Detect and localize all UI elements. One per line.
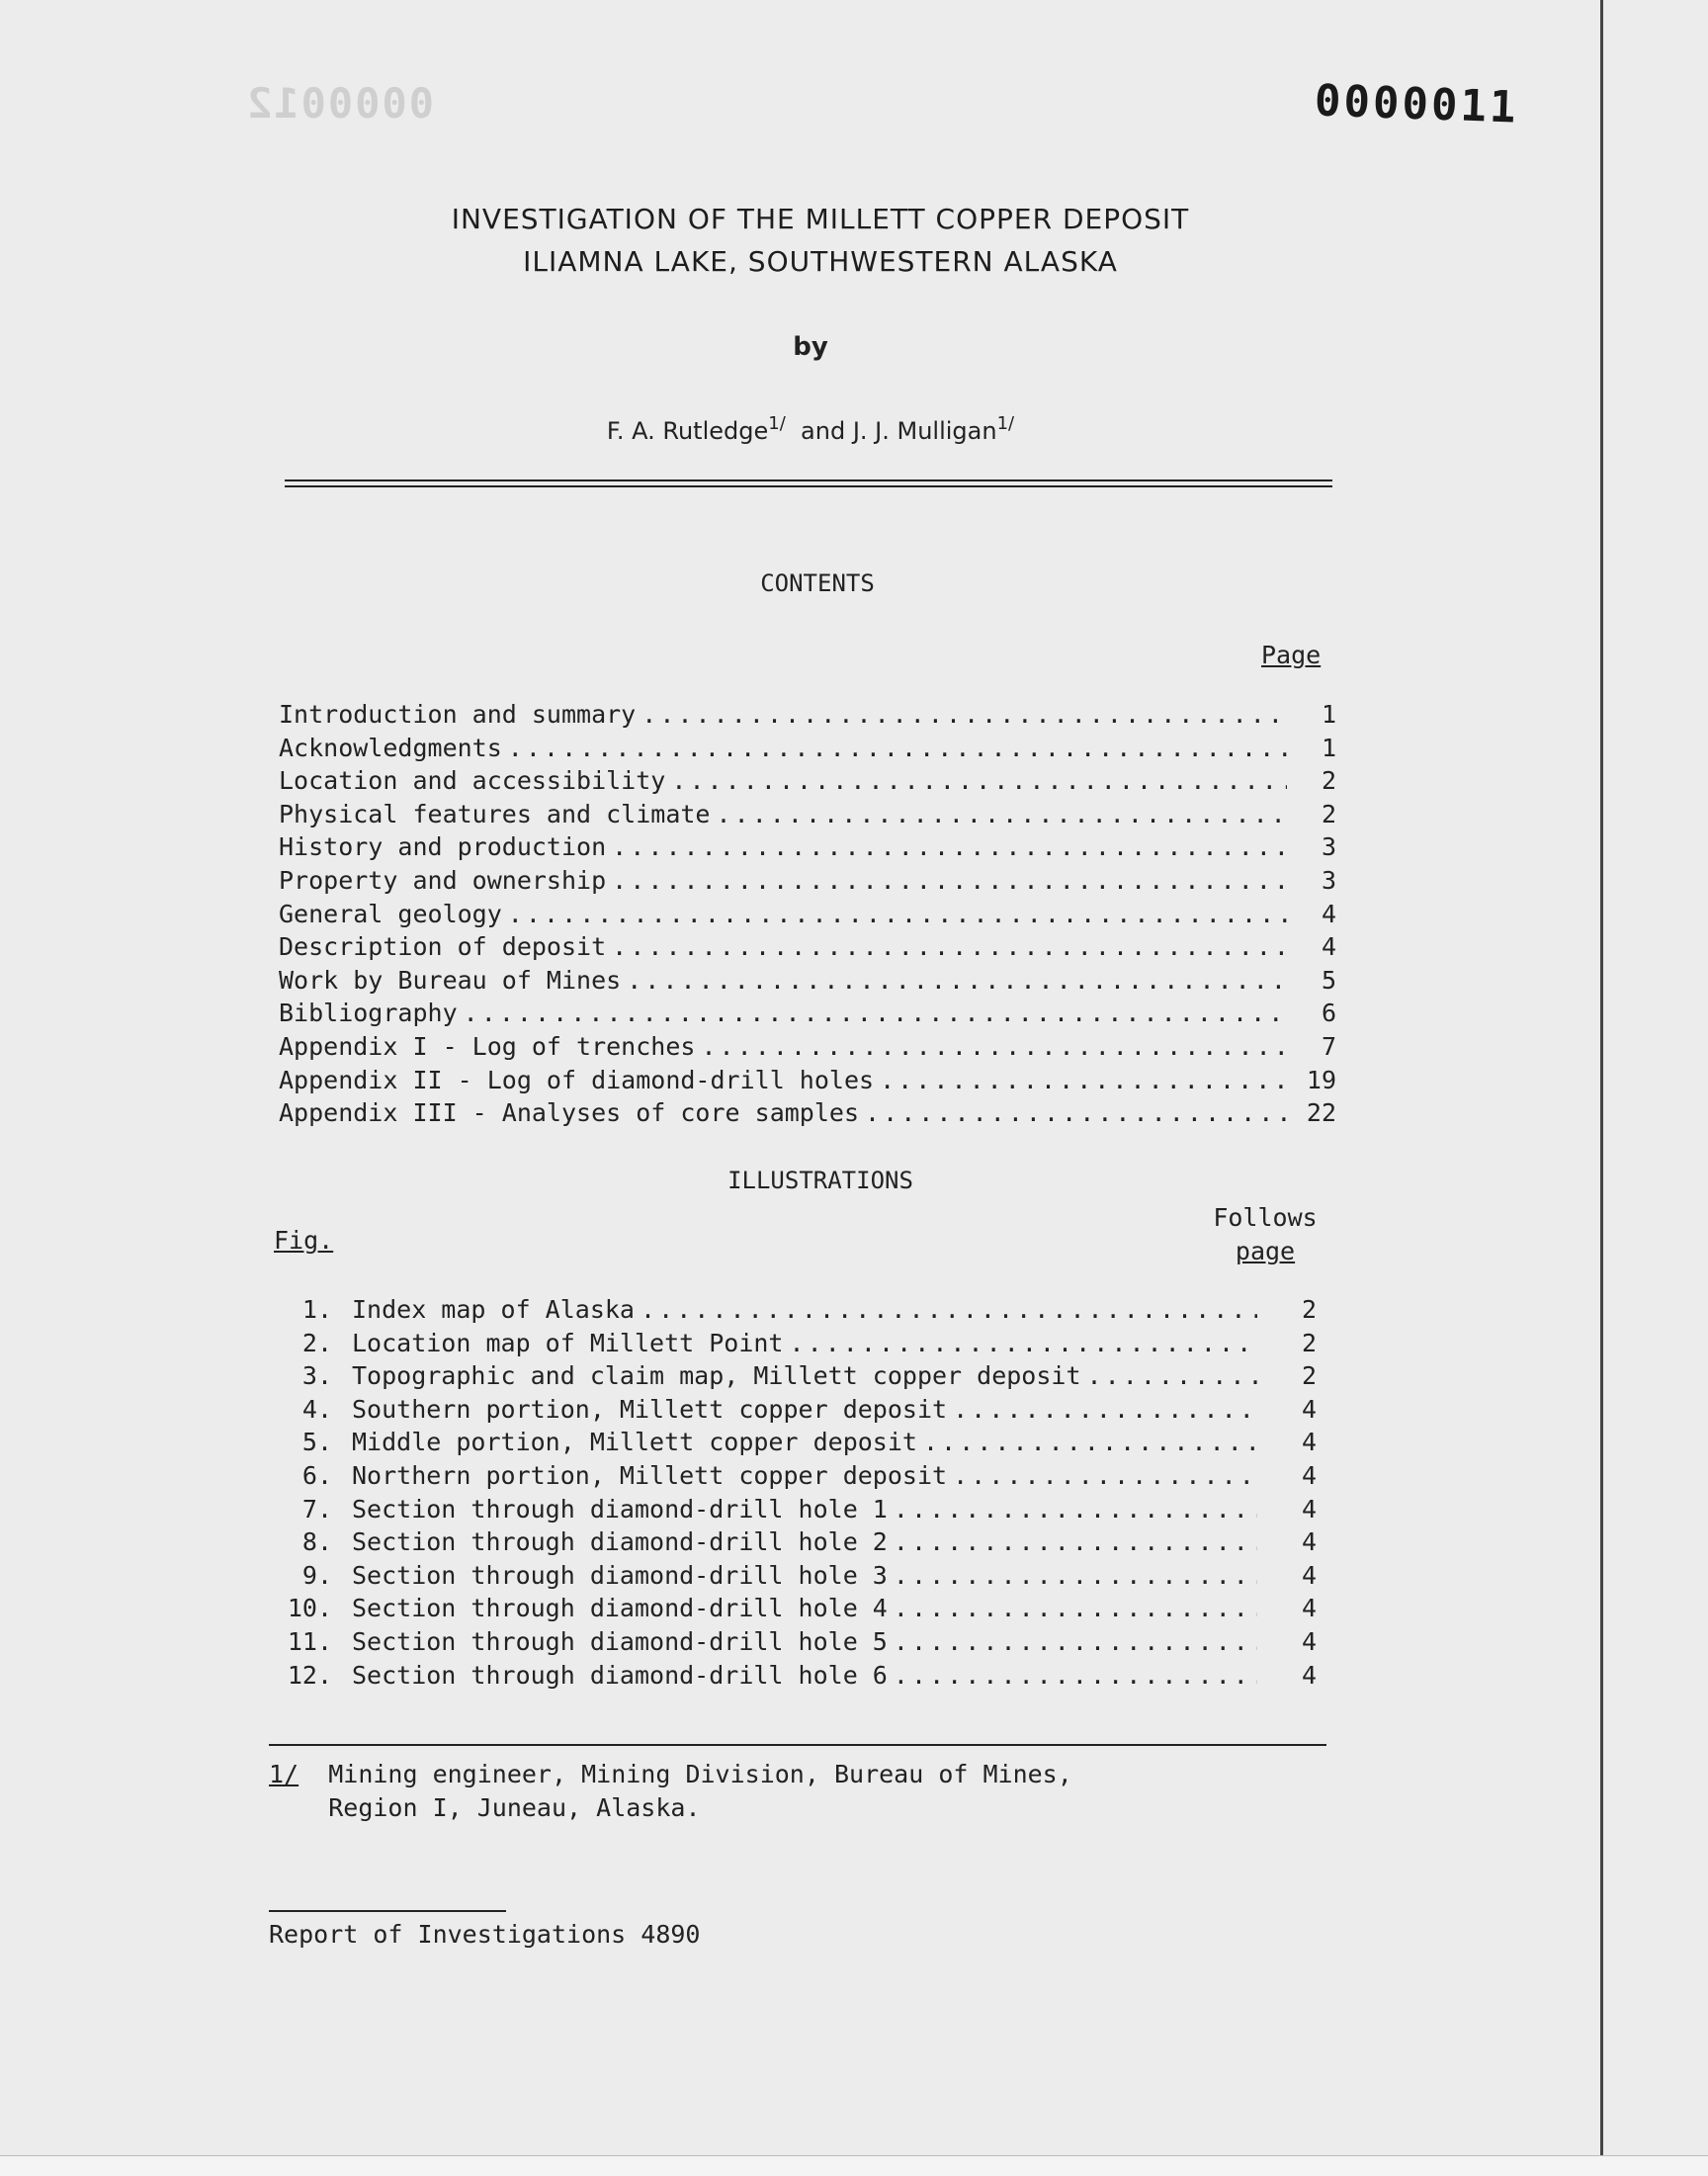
title-line-2: ILIAMNA LAKE, SOUTHWESTERN ALASKA bbox=[523, 245, 1118, 278]
contents-item-label: Work by Bureau of Mines bbox=[279, 965, 622, 995]
contents-heading: CONTENTS bbox=[760, 569, 875, 597]
contents-item-label: Description of deposit bbox=[279, 932, 607, 962]
contents-item bbox=[279, 1066, 1336, 1099]
illustration-item bbox=[279, 1627, 1317, 1661]
contents-item bbox=[279, 700, 1336, 734]
illustration-label: Section through diamond-drill hole 1 bbox=[352, 1494, 888, 1523]
contents-item-page: 5 bbox=[1321, 965, 1336, 995]
report-rule bbox=[269, 1910, 506, 1912]
contents-item bbox=[279, 800, 1336, 833]
footnote bbox=[269, 1758, 1072, 1825]
leader-dots bbox=[947, 1395, 1257, 1429]
footnote-mark: 1/ bbox=[269, 1760, 299, 1788]
illustration-page: 4 bbox=[1301, 1394, 1317, 1424]
contents-item-label: Appendix II - Log of diamond-drill holes bbox=[279, 1065, 875, 1094]
author-2: and J. J. Mulligan bbox=[801, 417, 997, 445]
contents-item-page: 22 bbox=[1306, 1098, 1336, 1128]
illustration-number: 3. bbox=[301, 1361, 332, 1391]
illustration-item bbox=[279, 1527, 1317, 1561]
illustration-number: 10. bbox=[287, 1594, 332, 1623]
illustration-item bbox=[279, 1295, 1317, 1329]
illustrations-heading: ILLUSTRATIONS bbox=[727, 1167, 913, 1194]
leader-dots bbox=[665, 766, 1287, 800]
illustration-label: Northern portion, Millett copper deposit bbox=[352, 1461, 948, 1490]
illustration-number: 4. bbox=[301, 1394, 332, 1424]
title-line-1: INVESTIGATION OF THE MILLETT COPPER DEPOSIT bbox=[451, 203, 1190, 235]
illustration-item bbox=[279, 1661, 1317, 1695]
illustration-item bbox=[279, 1329, 1317, 1362]
illustration-number: 7. bbox=[301, 1494, 332, 1523]
leader-dots bbox=[888, 1627, 1257, 1661]
illustration-number: 2. bbox=[301, 1328, 332, 1357]
illustration-item bbox=[279, 1461, 1317, 1495]
leader-dots bbox=[888, 1527, 1257, 1561]
illustration-label: Section through diamond-drill hole 5 bbox=[352, 1627, 888, 1656]
illustration-page: 2 bbox=[1301, 1328, 1317, 1357]
leader-dots bbox=[621, 966, 1287, 1000]
illustration-number: 12. bbox=[287, 1660, 332, 1690]
contents-item-page: 2 bbox=[1321, 799, 1336, 828]
contents-item-page: 6 bbox=[1321, 999, 1336, 1028]
contents-item-label: General geology bbox=[279, 899, 502, 928]
illustration-page: 2 bbox=[1301, 1295, 1317, 1324]
illustration-label: Topographic and claim map, Millett copper deposit bbox=[352, 1361, 1081, 1391]
contents-item-label: Location and accessibility bbox=[279, 766, 666, 796]
illustration-page: 4 bbox=[1301, 1461, 1317, 1490]
leader-dots bbox=[606, 866, 1287, 900]
leader-dots bbox=[784, 1329, 1258, 1362]
illustration-page: 4 bbox=[1301, 1627, 1317, 1656]
illustration-label: Section through diamond-drill hole 2 bbox=[352, 1527, 888, 1557]
contents-item bbox=[279, 999, 1336, 1032]
leader-dots bbox=[947, 1461, 1257, 1495]
illustration-label: Section through diamond-drill hole 3 bbox=[352, 1560, 888, 1590]
leader-dots bbox=[606, 832, 1287, 866]
contents-item-page: 19 bbox=[1306, 1065, 1336, 1094]
leader-dots bbox=[888, 1561, 1257, 1595]
follows-label: Follows bbox=[1213, 1203, 1318, 1232]
contents-item bbox=[279, 1032, 1336, 1066]
contents-item bbox=[279, 734, 1336, 767]
contents-item-label: Introduction and summary bbox=[279, 700, 637, 729]
leader-dots bbox=[635, 1295, 1257, 1329]
leader-dots bbox=[1081, 1361, 1257, 1395]
authors bbox=[0, 413, 1621, 445]
author-1-footnote-mark: 1/ bbox=[768, 413, 786, 434]
illustration-item bbox=[279, 1361, 1317, 1395]
leader-dots bbox=[458, 999, 1287, 1032]
illustration-item bbox=[279, 1495, 1317, 1528]
page-bottom-edge bbox=[0, 2155, 1708, 2176]
illustration-page: 4 bbox=[1301, 1428, 1317, 1457]
illustration-number: 8. bbox=[301, 1527, 332, 1557]
contents-item-page: 3 bbox=[1321, 866, 1336, 895]
illustration-number: 1. bbox=[301, 1295, 332, 1324]
illustration-item bbox=[279, 1594, 1317, 1627]
by-line: by bbox=[793, 332, 828, 362]
illustration-page: 4 bbox=[1301, 1594, 1317, 1623]
illustration-page: 2 bbox=[1301, 1361, 1317, 1391]
illustration-label: Southern portion, Millett copper deposit bbox=[352, 1394, 948, 1424]
contents-item-page: 1 bbox=[1321, 700, 1336, 729]
leader-dots bbox=[859, 1098, 1287, 1132]
contents-item bbox=[279, 932, 1336, 966]
contents-item-label: History and production bbox=[279, 832, 607, 862]
illustration-label: Section through diamond-drill hole 4 bbox=[352, 1594, 888, 1623]
contents-item bbox=[279, 966, 1336, 1000]
illustration-page: 4 bbox=[1301, 1660, 1317, 1690]
illustration-page: 4 bbox=[1301, 1494, 1317, 1523]
contents-item-page: 3 bbox=[1321, 832, 1336, 862]
contents-item-label: Property and ownership bbox=[279, 866, 607, 895]
footnote-rule bbox=[269, 1744, 1326, 1746]
contents-item-page: 1 bbox=[1321, 733, 1336, 762]
illustration-number: 5. bbox=[301, 1428, 332, 1457]
follows-page-header bbox=[1186, 1201, 1344, 1268]
illustration-number: 9. bbox=[301, 1560, 332, 1590]
illustration-item bbox=[279, 1395, 1317, 1429]
footnote-line-2: Region I, Juneau, Alaska. bbox=[328, 1793, 701, 1822]
contents-item bbox=[279, 832, 1336, 866]
leader-dots bbox=[502, 734, 1287, 767]
contents-item-label: Physical features and climate bbox=[279, 799, 711, 828]
leader-dots bbox=[606, 932, 1287, 966]
illustration-item bbox=[279, 1561, 1317, 1595]
contents-item-page: 4 bbox=[1321, 932, 1336, 962]
illustration-label: Section through diamond-drill hole 6 bbox=[352, 1660, 888, 1690]
illustration-item bbox=[279, 1428, 1317, 1461]
contents-item-label: Appendix III - Analyses of core samples bbox=[279, 1098, 859, 1128]
leader-dots bbox=[917, 1428, 1257, 1461]
leader-dots bbox=[888, 1661, 1257, 1695]
follows-page-label: page bbox=[1235, 1237, 1296, 1265]
footnote-line-1: Mining engineer, Mining Division, Bureau of Mines, bbox=[328, 1760, 1072, 1788]
contents-item-label: Appendix I - Log of trenches bbox=[279, 1032, 696, 1061]
contents-item-label: Bibliography bbox=[279, 999, 458, 1028]
contents-item-page: 7 bbox=[1321, 1032, 1336, 1061]
contents-item bbox=[279, 900, 1336, 933]
leader-dots bbox=[502, 900, 1287, 933]
leader-dots bbox=[888, 1594, 1257, 1627]
leader-dots bbox=[874, 1066, 1287, 1099]
page-column-header: Page bbox=[1261, 641, 1322, 669]
fig-column-header: Fig. bbox=[274, 1226, 334, 1255]
contents-item-label: Acknowledgments bbox=[279, 733, 502, 762]
leader-dots bbox=[636, 700, 1287, 734]
illustration-number: 11. bbox=[287, 1627, 332, 1656]
contents-item-page: 2 bbox=[1321, 766, 1336, 796]
author-1: F. A. Rutledge bbox=[606, 417, 769, 445]
leader-dots bbox=[888, 1495, 1257, 1528]
illustration-label: Index map of Alaska bbox=[352, 1295, 635, 1324]
leader-dots bbox=[695, 1032, 1287, 1066]
illustration-label: Location map of Millett Point bbox=[352, 1328, 784, 1357]
contents-item-page: 4 bbox=[1321, 899, 1336, 928]
contents-item bbox=[279, 766, 1336, 800]
illustration-number: 6. bbox=[301, 1461, 332, 1490]
contents-item bbox=[279, 1098, 1336, 1132]
author-2-footnote-mark: 1/ bbox=[996, 413, 1015, 434]
illustration-page: 4 bbox=[1301, 1560, 1317, 1590]
leader-dots bbox=[711, 800, 1288, 833]
faint-page-stamp: 0000012 bbox=[245, 79, 435, 128]
illustration-label: Middle portion, Millett copper deposit bbox=[352, 1428, 917, 1457]
illustration-page: 4 bbox=[1301, 1527, 1317, 1557]
page-stamp: 0000011 bbox=[1314, 75, 1520, 133]
report-number: Report of Investigations 4890 bbox=[269, 1920, 701, 1949]
title-double-rule bbox=[285, 479, 1332, 487]
contents-item bbox=[279, 866, 1336, 900]
